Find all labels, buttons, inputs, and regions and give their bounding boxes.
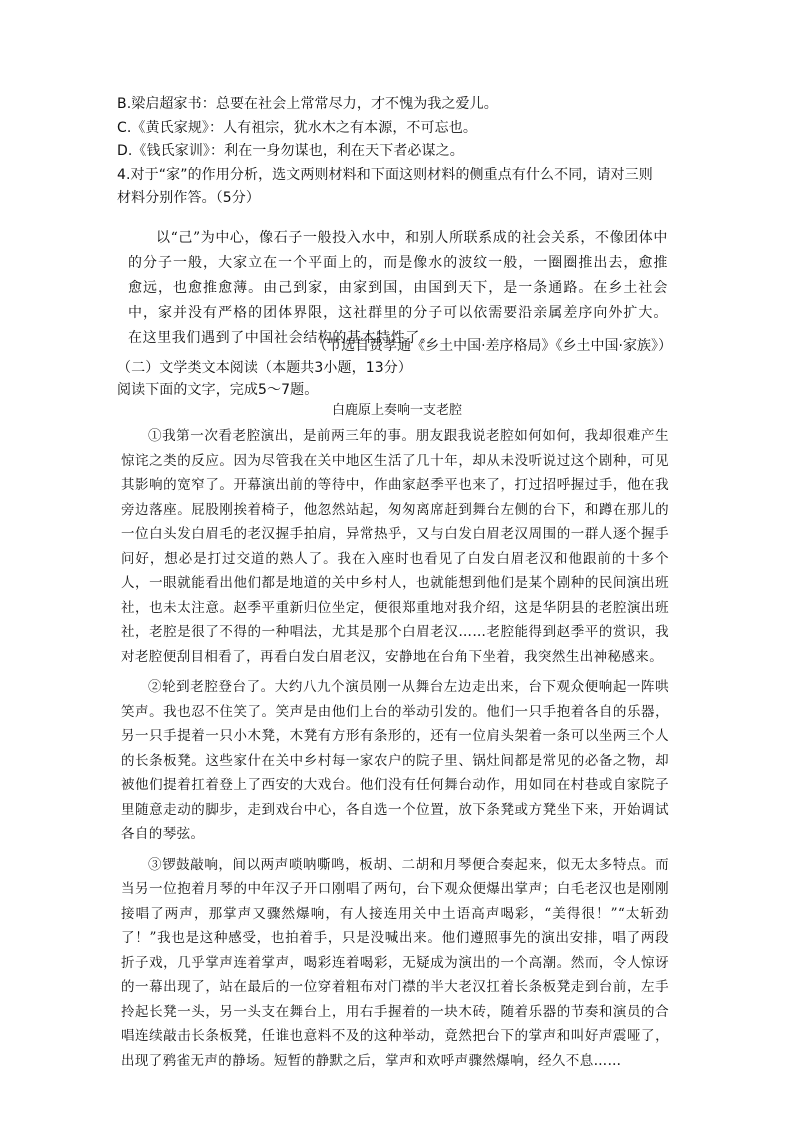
question-4-line-2: 材料分别作答。（5分） [117, 190, 261, 206]
essay-paragraph-3: ③锣鼓敲响，间以两声唢呐嘶鸣，板胡、二胡和月琴便合奏起来，似无太多特点。而当另一位抱着月琴的中年汉子开口刚唱了两句，台下观众便爆出掌声；白毛老汉也是刚刚接唱了两声，那掌声又骤然爆响，有人接连用关中土语高声喝彩，“美得很！”“太斩劲了！”我也是这种感受，也拍着手，只是没喊出来。他们遵照事先的演出安排，唱了两段折子戏，几乎掌声连着掌声，喝彩连着喝彩，无疑成为演出的一个高潮。然而，令人惊讶的一幕出现了，站在最后的一位穿着粗布对门襟的半大老汉扛着长条板凳走到台前，左手拎起长凳一头，另一头支在舞台上，用右手握着的一块木砖，随着乐器的节奏和演员的合唱连续敲击长条板凳，任谁也意料不及的这种举动，竟然把台下的掌声和叫好声震哑了，出现了鸦雀无声的静场。短暂的静默之后，掌声和欢呼声骤然爆响，经久不息…… [121, 856, 669, 1069]
essay-paragraph-1: ①我第一次看老腔演出，是前两三年的事。朋友跟我说老腔如何如何，我却很难产生惊诧之类的反应。因为尽管我在关中地区生活了几十年，却从未没听说过这个剧种，可见其影响的宽窄了。开幕演出前的等待中，作曲家赵季平也来了，打过招呼握过手，他在我旁边落座。屁股刚挨着椅子，他忽然站起，匆匆离席赶到舞台左侧的台下，和蹲在那儿的一位白头发白眉毛的老汉握手拍肩，异常热乎，又与白发白眉老汉周围的一群人逐个握手问好，想必是打过交道的熟人了。我在入座时也看见了白发白眉老汉和他跟前的十多个人，一眼就能看出他们都是地道的关中乡村人，也就能想到他们是某个剧种的民间演出班社，也未太注意。赵季平重新归位坐定，便很郑重地对我介绍，这是华阴县的老腔演出班社，老腔是很了不得的一种唱法，尤其是那个白眉老汉……老腔能得到赵季平的赏识，我对老腔便刮目相看了，再看白发白眉老汉，安静地在台角下坐着，我突然生出神秘感来。 [121, 428, 669, 665]
section-instruction: 阅读下面的文字，完成5～7题。 [117, 382, 319, 398]
option-b: B.梁启超家书：总要在社会上常常尽力，才不愧为我之爱儿。 [117, 96, 498, 112]
quoted-material-source: （节选自费孝通《乡土中国·差序格局》《乡土中国·家族》） [313, 338, 672, 354]
section-heading: （二）文学类文本阅读（本题共3小题，13分） [117, 360, 412, 376]
essay-body [121, 424, 669, 1079]
quoted-material-text: 以“己”为中心，像石子一般投入水中，和别人所联系成的社会关系，不像团体中的分子一般，大家立在一个平面上的，而是像水的波纹一般，一圈圈推出去，愈推愈远，也愈推愈薄。由己到家，由家到国，由国到天下，是一条通路。在乡土社会中，家并没有严格的团体界限，这社群里的分子可以依需要沿亲属差序向外扩大。在这里我们遇到了中国社会结构的基本特性了。 [128, 230, 668, 346]
essay-paragraph-2: ②轮到老腔登台了。大约八九个演员刚一从舞台左边走出来，台下观众便响起一阵哄笑声。我也忍不住笑了。笑声是由他们上台的举动引发的。他们一只手抱着各自的乐器，另一只手提着一只小木凳，木凳有方形有条形的，还有一位肩头架着一条可以坐两三个人的长条板凳。这些家什在关中乡村每一家农户的院子里、锅灶间都是常见的必备之物，却被他们提着扛着登上了西安的大戏台。他们没有任何舞台动作，用如同在村巷或自家院子里随意走动的脚步，走到戏台中心，各自选一个位置，放下条凳或方凳坐下来，开始调试各自的琴弦。 [121, 679, 669, 842]
quoted-material [128, 226, 668, 351]
option-c: C.《黄氏家规》：人有祖宗，犹水木之有本源，不可忘也。 [117, 120, 477, 136]
option-d: D.《钱氏家训》：利在一身勿谋也，利在天下者必谋之。 [117, 143, 464, 159]
essay-title: 白鹿原上奏响一支老腔 [331, 403, 462, 418]
question-4-line-1: 4.对于“家”的作用分析，选文两则材料和下面这则材料的侧重点有什么不同，请对三则 [117, 167, 653, 183]
